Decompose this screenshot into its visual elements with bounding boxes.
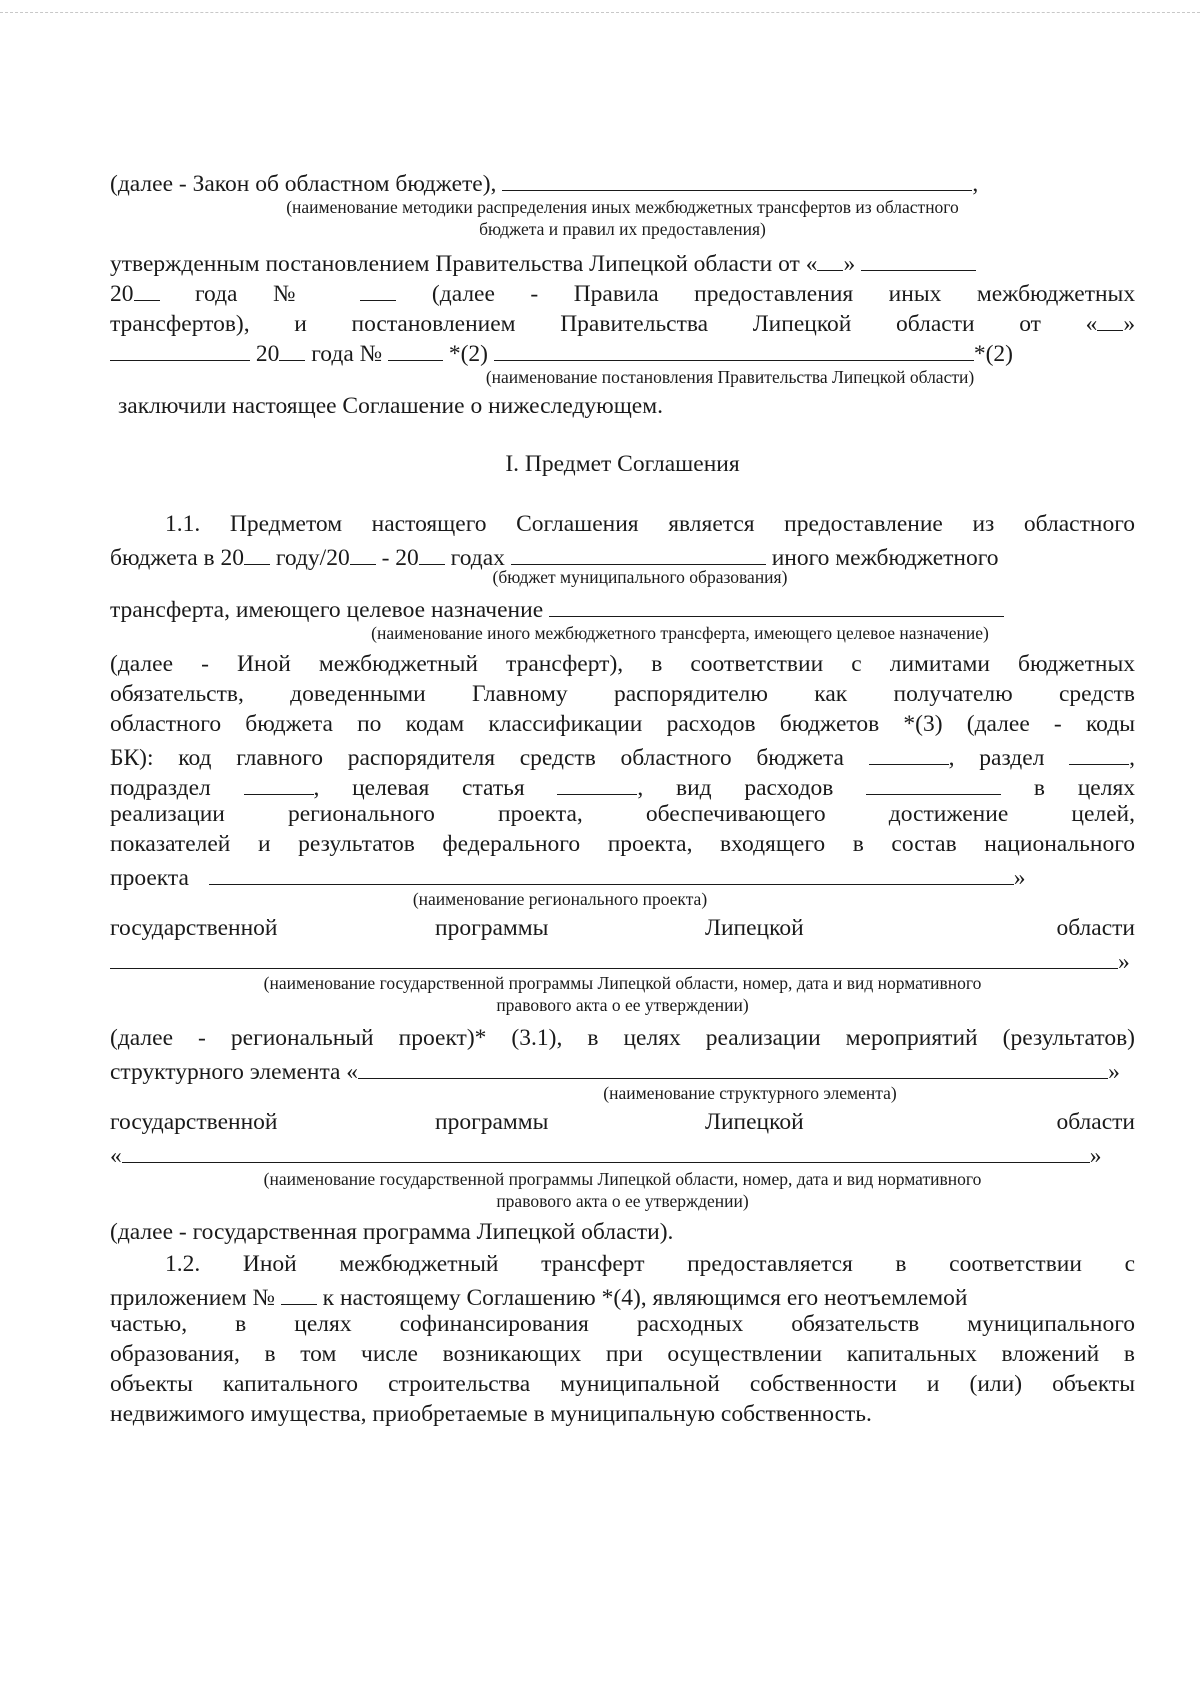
blank-field [122,1136,1090,1163]
text-fragment: *(2) [973,341,1013,367]
text-line [110,1022,1135,1054]
text-line [110,1308,1135,1340]
text-fragment: Липецкой [705,915,804,941]
blank-field [360,274,396,301]
text-fragment: Правительства [560,311,709,337]
text-line [110,1368,1135,1400]
text-line [110,1278,1135,1310]
scan-edge-line [0,12,1200,13]
text-fragment: программы [435,915,549,941]
field-caption: (бюджет муниципального образования) [492,567,788,587]
blank-field [388,334,443,361]
text-fragment: иных [888,281,942,307]
text-fragment: целях [1077,775,1136,801]
text-fragment: межбюджетных [976,281,1136,307]
text-fragment: обязательств, доведенными Главному распорядителю как получателю средств [110,681,1135,707]
text-fragment: и [294,311,307,337]
text-fragment: целевая [352,775,430,801]
text-fragment: к настоящему Соглашению *(4), являющимся его неотъемлемой [322,1285,968,1311]
text-line [110,942,1135,974]
text-fragment: реализации регионального проекта, обеспечивающего достижение целей, [110,801,1135,827]
text-fragment: области [896,311,975,337]
text-line [110,274,1135,306]
text-line [110,798,1135,830]
text-fragment: , [1129,745,1136,771]
text-fragment: 20 [255,341,280,367]
text-fragment: » [1013,865,1026,891]
field-caption: (наименование регионального проекта) [412,889,708,909]
text-fragment: иного межбюджетного [771,545,999,571]
text-fragment: Правила [573,281,659,307]
text-fragment: показателей и результатов федерального проекта, входящего в состав национального [110,831,1135,857]
text-line [110,244,1135,276]
blank-field [281,1278,317,1305]
section-heading: I. Предмет Соглашения [505,451,740,477]
field-caption: (наименование методики распределения иных межбюджетных трансфертов из областного [286,197,959,217]
text-line [110,678,1135,710]
text-line [110,508,1135,540]
text-line [110,858,1135,890]
text-fragment: структурного элемента « [110,1059,359,1085]
text-fragment: бюджета в 20 [110,545,244,571]
text-fragment: годах [450,545,505,571]
text-fragment: 20 [110,281,134,307]
text-line [110,708,1135,740]
blank-field [244,768,314,795]
text-fragment: » [843,251,856,277]
text-line: (далее - государственная программа Липецкой области). [110,1219,674,1245]
text-fragment: программы [435,1109,549,1135]
text-fragment: » [1118,949,1130,975]
blank-field [502,164,972,191]
text-fragment: государственной [110,915,278,941]
text-fragment: (далее - региональный проект)* (3.1), в целях реализации мероприятий (результатов) [110,1025,1135,1051]
blank-field [350,538,376,565]
blank-field [511,538,766,565]
blank-field [817,244,843,271]
text-fragment: (далее - Закон об областном бюджете), [110,171,497,197]
blank-field [279,334,305,361]
text-line [110,912,1135,944]
text-line [110,590,1135,622]
text-fragment: году/20 [275,545,350,571]
blank-field [1069,738,1129,765]
text-fragment: предоставления [694,281,854,307]
field-caption: (наименование постановления Правительства Липецкой области) [485,367,975,387]
text-fragment: , раздел [948,745,1045,771]
text-line [110,334,1135,366]
text-fragment: приложением № [110,1285,275,1311]
text-line [110,1248,1135,1280]
text-fragment: » [1089,1143,1102,1169]
text-fragment: в [1033,775,1045,801]
text-fragment: 1.1. Предметом настоящего Соглашения является предоставление из областного [165,511,1135,537]
blank-field [419,538,445,565]
text-fragment: « [110,1143,122,1169]
text-fragment: Липецкой [752,311,852,337]
field-caption: бюджета и правил их предоставления) [479,219,766,239]
text-line [110,1136,1135,1168]
field-caption: (наименование иного межбюджетного трансферта, имеющего целевое назначение) [371,623,989,643]
text-fragment: вид [676,775,712,801]
text-fragment: образования, в том числе возникающих при осуществлении капитальных вложений в [110,1341,1135,1367]
blank-field [866,768,1001,795]
text-fragment: № [272,281,325,307]
text-line [110,828,1135,860]
text-fragment: , [313,775,320,801]
text-line [110,1106,1135,1138]
text-fragment: постановлением [351,311,516,337]
blank-field [869,738,949,765]
text-fragment: *(2) [448,341,488,367]
text-fragment: года № [311,341,383,367]
blank-field [134,274,160,301]
text-fragment: (далее - Иной межбюджетный трансферт), в соответствии с лимитами бюджетных [110,651,1135,677]
text-fragment: БК): код главного распорядителя средств областного бюджета [110,745,844,771]
blank-field [110,942,1118,969]
text-fragment: Липецкой [705,1109,804,1135]
text-fragment: 1.2. Иной межбюджетный трансферт предоставляется в соответствии с [165,1251,1135,1277]
text-line [110,648,1135,680]
text-fragment: подраздел [110,775,211,801]
text-line [110,738,1135,770]
text-fragment: области [1056,1109,1135,1135]
text-fragment: (далее [431,281,495,307]
text-line [110,1052,1135,1084]
text-fragment: трансферта, имеющего целевое назначение [110,597,544,623]
blank-field [861,244,976,271]
text-fragment: « [1085,311,1098,337]
text-fragment: расходов [744,775,834,801]
text-fragment: - 20 [381,545,419,571]
text-fragment: области [1056,915,1135,941]
blank-field [209,858,1014,885]
blank-field [110,334,250,361]
text-fragment: частью, в целях софинансирования расходных обязательств муниципального [110,1311,1135,1337]
text-fragment: от [1019,311,1041,337]
field-caption: (наименование структурного элемента) [603,1083,897,1103]
field-caption: (наименование государственной программы Липецкой области, номер, дата и вид нормативного [263,1169,982,1189]
text-line: заключили настоящее Соглашение о нижеследующем. [118,393,663,419]
text-fragment: , [637,775,644,801]
field-caption: (наименование государственной программы Липецкой области, номер, дата и вид нормативного [263,973,982,993]
text-line [110,1338,1135,1370]
field-caption: правового акта о ее утверждении) [496,995,749,1015]
text-line [110,768,1135,800]
text-fragment: областного бюджета по кодам классификации расходов бюджетов *(3) (далее - коды [110,711,1135,737]
text-fragment: » [1123,311,1136,337]
blank-field [358,1052,1108,1079]
text-fragment: проекта [110,865,189,891]
blank-field [549,590,1004,617]
blank-field [1097,304,1123,331]
field-caption: правового акта о ее утверждении) [496,1191,749,1211]
text-fragment: объекты капитального строительства муниципальной собственности и (или) объекты [110,1371,1135,1397]
text-fragment: государственной [110,1109,278,1135]
text-fragment: трансфертов), [110,311,250,337]
blank-field [494,334,974,361]
text-line [110,304,1135,336]
text-line: недвижимого имущества, приобретаемые в муниципальную собственность. [110,1401,872,1427]
text-fragment: - [530,281,539,307]
blank-field [244,538,270,565]
text-fragment: года [194,281,238,307]
text-fragment: утвержденным постановлением Правительства Липецкой области от « [110,251,818,277]
text-line [110,164,1135,196]
text-fragment: статья [462,775,525,801]
text-fragment: » [1108,1059,1120,1085]
blank-field [557,768,637,795]
text-fragment: , [972,171,979,197]
